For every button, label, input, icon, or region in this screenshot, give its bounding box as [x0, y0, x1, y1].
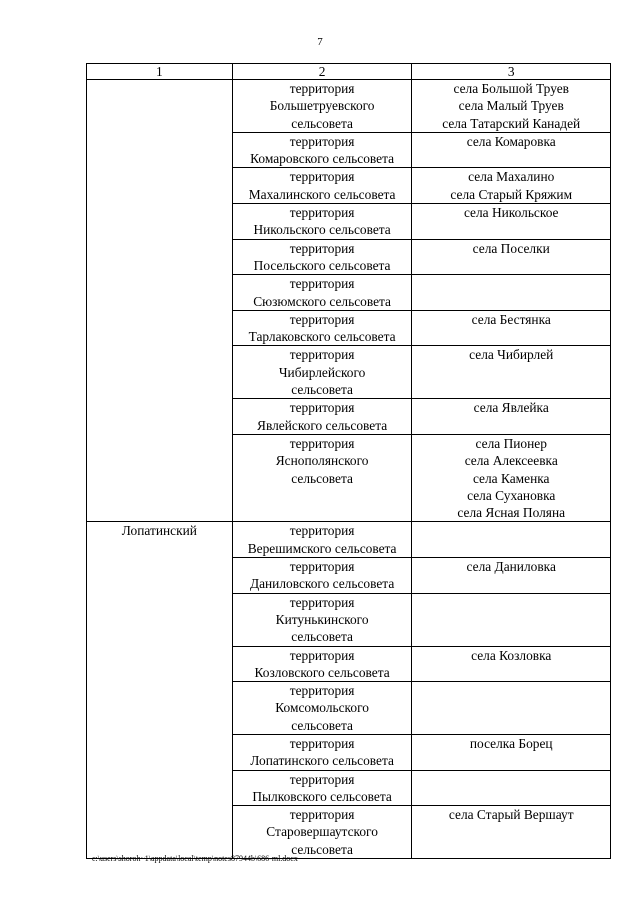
- settlement-line: села Явлейка: [473, 400, 549, 416]
- settlement-line: села Поселки: [472, 240, 550, 256]
- territory-cell: [232, 275, 412, 311]
- territory-line: Яснополянского: [275, 453, 369, 469]
- territory-line: территория: [289, 771, 355, 787]
- settlements-cell: [412, 734, 611, 770]
- territory-cell: [232, 80, 412, 133]
- territory-line: сельсовета: [291, 841, 353, 857]
- territory-line: сельсовета: [291, 382, 353, 398]
- territory-line: территория: [289, 594, 355, 610]
- territory-cell: [232, 168, 412, 204]
- table-row: [87, 522, 611, 558]
- table-header-row: [87, 64, 611, 80]
- territory-line: Даниловского сельсовета: [249, 576, 395, 592]
- territory-line: Явлейского сельсовета: [257, 417, 388, 433]
- territory-cell: [232, 682, 412, 735]
- territory-line: территория: [289, 647, 355, 663]
- settlement-line: села Большой Труев: [453, 81, 569, 96]
- settlements-cell: [412, 399, 611, 435]
- settlement-line: села Малый Труев: [458, 98, 564, 114]
- territory-line: Махалинского сельсовета: [248, 186, 396, 202]
- district-cell: [87, 522, 233, 859]
- territory-line: территория: [289, 735, 355, 751]
- territory-line: территория: [289, 435, 355, 451]
- settlement-line: села Бестянка: [471, 311, 551, 327]
- settlement-line: села Алексеевка: [464, 453, 558, 469]
- territory-line: территория: [289, 81, 355, 96]
- settlement-line: села Махалино: [468, 169, 555, 185]
- territory-line: Старовершаутского: [266, 824, 378, 840]
- territory-line: Комаровского сельсовета: [250, 151, 395, 167]
- settlements-cell: [412, 646, 611, 682]
- territory-cell: [232, 132, 412, 168]
- territory-line: территория: [289, 169, 355, 185]
- settlement-line: села Никольское: [463, 205, 559, 221]
- territory-line: территория: [289, 400, 355, 416]
- territory-cell: [232, 399, 412, 435]
- settlements-cell: [412, 132, 611, 168]
- territory-line: сельсовета: [291, 115, 353, 131]
- settlement-line: села Пионер: [475, 435, 547, 451]
- column-header: 3: [412, 64, 611, 80]
- settlements-cell: [412, 806, 611, 859]
- settlements-cell: [412, 346, 611, 399]
- territory-line: территория: [289, 683, 355, 699]
- settlement-line: села Даниловка: [466, 559, 556, 575]
- territory-line: Лопатинского сельсовета: [250, 753, 394, 769]
- territory-cell: [232, 806, 412, 859]
- district-cell: [87, 80, 233, 522]
- page-number: 7: [317, 36, 323, 48]
- settlement-line: села Козловка: [471, 647, 552, 663]
- settlements-cell: [412, 204, 611, 240]
- territory-cell: [232, 310, 412, 346]
- settlement-line: села Комаровка: [466, 133, 556, 149]
- territory-line: сельсовета: [291, 717, 353, 733]
- territory-line: Пылковского сельсовета: [252, 788, 392, 804]
- column-header: 2: [232, 64, 412, 80]
- territory-cell: [232, 593, 412, 646]
- settlement-line: поселка Борец: [469, 735, 553, 751]
- territory-cell: [232, 646, 412, 682]
- territory-line: Козловского сельсовета: [254, 664, 390, 680]
- table-row: [87, 80, 611, 133]
- file-path-footer: c:\users\shoroh~1\appdata\local\temp\notes87944b\686-ml.docx: [92, 854, 298, 863]
- territory-cell: [232, 239, 412, 275]
- territory-cell: [232, 346, 412, 399]
- territory-cell: [232, 558, 412, 594]
- settlement-line: села Татарский Канадей: [442, 115, 581, 131]
- territory-cell: [232, 434, 412, 521]
- territory-line: Никольского сельсовета: [253, 222, 391, 238]
- territory-line: территория: [289, 205, 355, 221]
- settlements-cell: [412, 434, 611, 521]
- settlements-cell: [412, 275, 611, 311]
- territory-line: Сюзюмского сельсовета: [253, 293, 392, 309]
- territory-line: территория: [289, 311, 355, 327]
- settlement-line: села Каменка: [472, 470, 550, 486]
- territory-table: [86, 63, 611, 859]
- territory-line: Посельского сельсовета: [253, 257, 391, 273]
- settlement-line: села Сухановка: [467, 487, 556, 503]
- settlements-cell: [412, 522, 611, 558]
- settlements-cell: [412, 310, 611, 346]
- territory-line: сельсовета: [291, 470, 353, 486]
- territory-line: территория: [289, 559, 355, 575]
- settlement-line: села Чибирлей: [469, 347, 554, 363]
- territory-line: территория: [289, 240, 355, 256]
- territory-cell: [232, 204, 412, 240]
- settlement-line: села Ясная Поляна: [457, 505, 566, 521]
- settlements-cell: [412, 682, 611, 735]
- settlement-line: села Старый Вершаут: [448, 807, 574, 823]
- territory-line: территория: [289, 523, 355, 539]
- settlement-line: села Старый Кряжим: [450, 186, 573, 202]
- territory-line: Комсомольского: [275, 700, 369, 716]
- settlements-cell: [412, 558, 611, 594]
- territory-line: Большетруевского: [269, 98, 375, 114]
- territory-line: территория: [289, 807, 355, 823]
- settlements-cell: [412, 593, 611, 646]
- territory-line: Верешимского сельсовета: [247, 540, 397, 556]
- settlements-cell: [412, 770, 611, 806]
- column-header: 1: [87, 64, 233, 80]
- settlements-cell: [412, 239, 611, 275]
- district-name: Лопатинский: [121, 523, 197, 539]
- territory-line: Чибирлейского: [278, 364, 366, 380]
- territory-line: сельсовета: [291, 629, 353, 645]
- settlements-cell: [412, 80, 611, 133]
- territory-line: Китунькинского: [275, 611, 369, 627]
- territory-cell: [232, 522, 412, 558]
- settlements-cell: [412, 168, 611, 204]
- territory-line: территория: [289, 276, 355, 292]
- territory-line: территория: [289, 347, 355, 363]
- territory-line: территория: [289, 133, 355, 149]
- territory-line: Тарлаковского сельсовета: [248, 329, 396, 345]
- territory-cell: [232, 734, 412, 770]
- territory-cell: [232, 770, 412, 806]
